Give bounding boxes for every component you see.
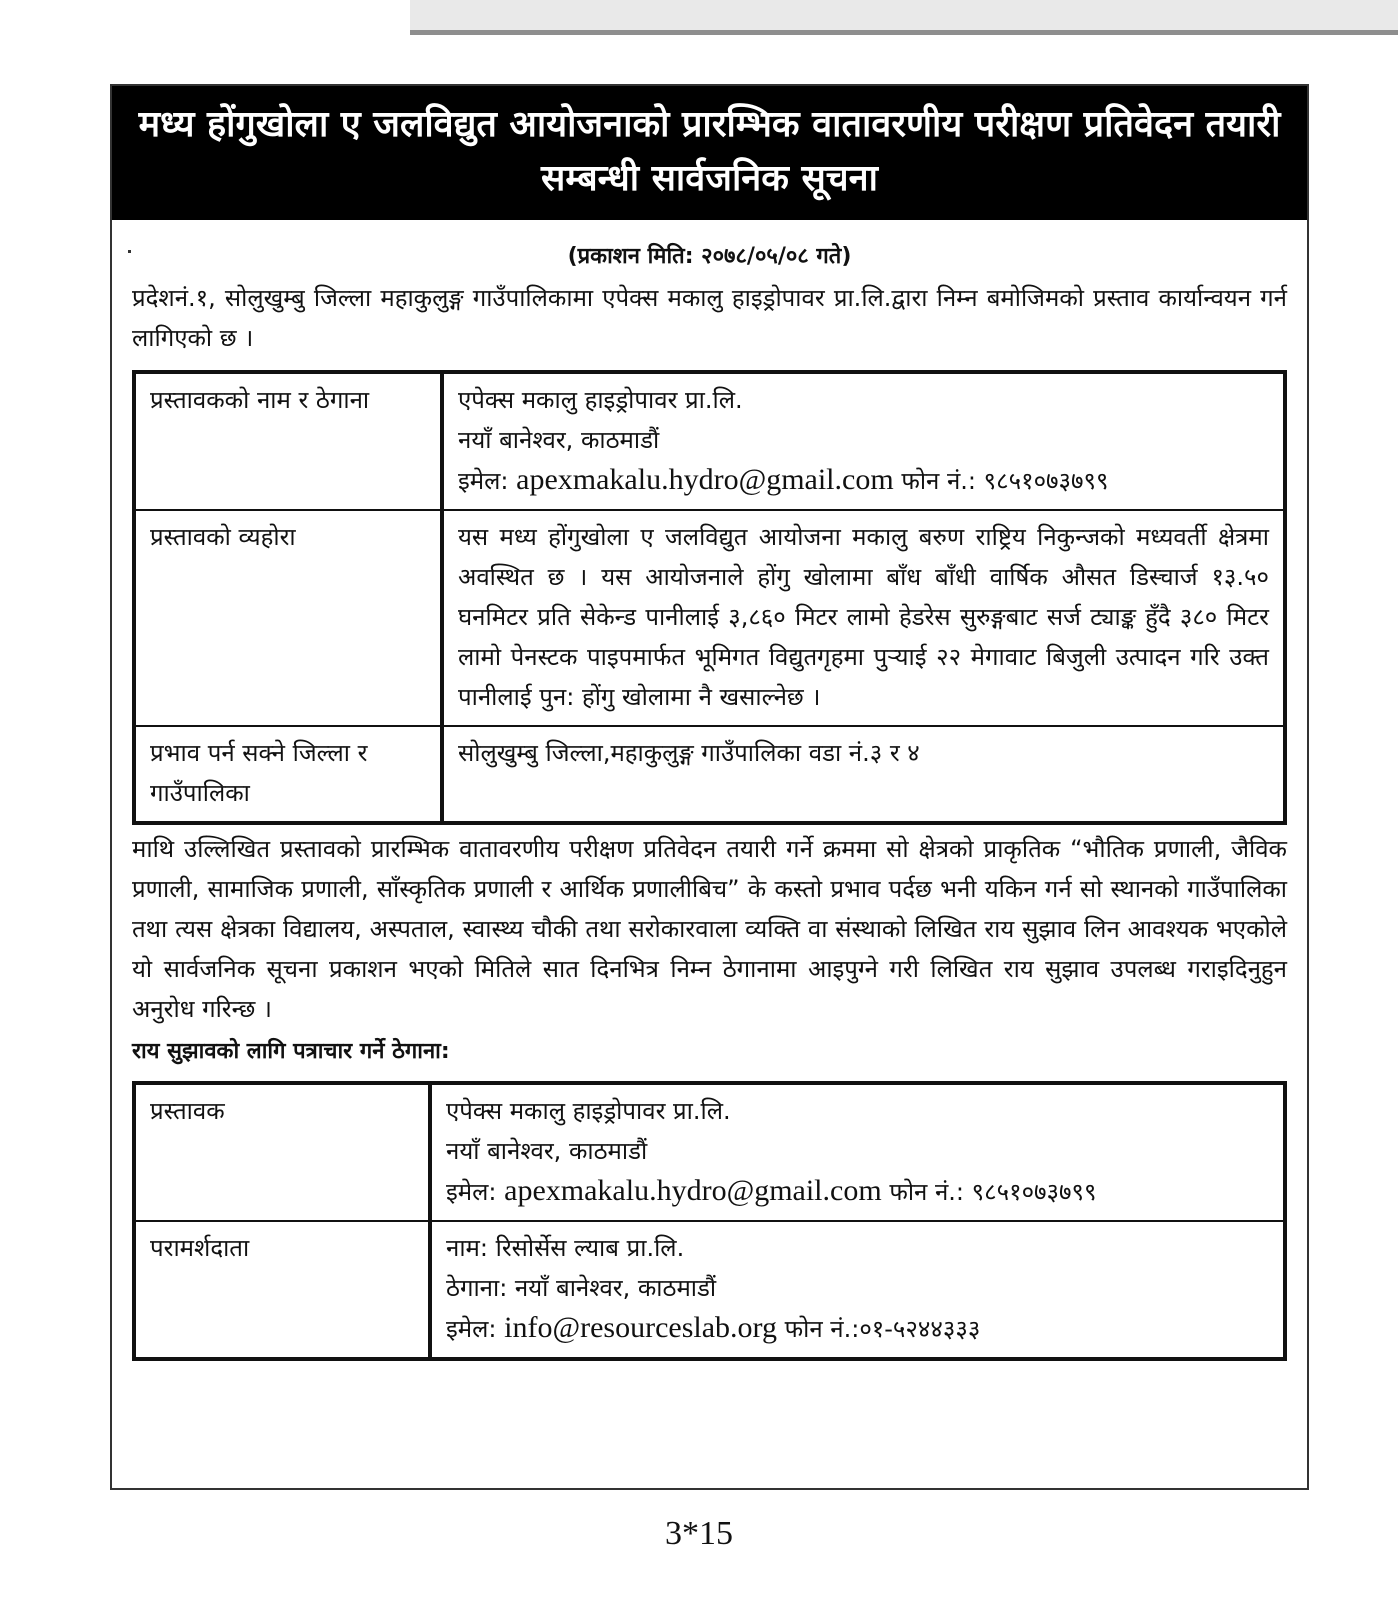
proponent-contact-label: प्रस्तावक <box>134 1083 430 1221</box>
proponent-contact-details <box>430 1083 1285 1221</box>
table-row <box>134 1083 1285 1221</box>
previous-page-strip <box>410 0 1398 35</box>
email-label: इमेल: <box>446 1178 497 1206</box>
proponent-phone: फोन नं.: ९८५१०७३७९९ <box>901 467 1109 495</box>
contact-heading: राय सुझावको लागि पत्राचार गर्ने ठेगाना: <box>132 1039 450 1064</box>
proposal-table <box>132 370 1287 825</box>
cropped-text-fragment <box>450 0 454 14</box>
page-number: 3*15 <box>665 1515 733 1552</box>
consultant-details <box>430 1221 1285 1359</box>
proponent-email: apexmakalu.hydro@gmail.com <box>516 463 894 496</box>
email-label: इमेल: <box>446 1315 497 1343</box>
proponent-address: नयाँ बानेश्वर, काठमाडौं <box>446 1137 648 1165</box>
consultant-address: ठेगाना: नयाँ बानेश्वर, काठमाडौं <box>446 1274 717 1302</box>
consultant-email: info@resourceslab.org <box>504 1311 777 1344</box>
proponent-email: apexmakalu.hydro@gmail.com <box>504 1174 882 1207</box>
body-paragraph: माथि उल्लिखित प्रस्तावको प्रारम्भिक वातावरणीय परीक्षण प्रतिवेदन तयारी गर्ने क्रममा सो क्षेत्रको प्राकृतिक “भौतिक प्रणाली, जैविक प्रणाली, सामाजिक प्रणाली, साँस्कृतिक प्रणाली र आर्थिक प्रणालीबिच” के कस्तो प्रभाव पर्दछ भनी यकिन गर्न सो स्थानको गाउँपालिका तथा त्यस क्षेत्रका विद्यालय, अस्पताल, स्वास्थ्य चौकी तथा सरोकारवाला व्यक्ति वा संस्थाको लिखित राय सुझाव लिन आवश्यक भएकोले यो सार्वजनिक सूचना प्रकाशन भएको मितिले सात दिनभित्र निम्न ठेगानामा आइपुग्ने गरी लिखित राय सुझाव उपलब्ध गराइदिनुहुन अनुरोध गरिन्छ । <box>132 835 1287 1023</box>
notice-content <box>112 278 1307 1361</box>
proponent-label: प्रस्तावकको नाम र ठेगाना <box>134 372 442 510</box>
consultant-contact <box>446 1308 1269 1349</box>
proposal-description-label: प्रस्तावको व्यहोरा <box>134 510 442 726</box>
contact-table <box>132 1081 1287 1361</box>
affected-area-label: प्रभाव पर्न सक्ने जिल्ला र गाउँपालिका <box>134 726 442 823</box>
affected-area: सोलुखुम्बु जिल्ला,महाकुलुङ्ग गाउँपालिका वडा नं.३ र ४ <box>442 726 1285 823</box>
notice-title: मध्य होंगुखोला ए जलविद्युत आयोजनाको प्रारम्भिक वातावरणीय परीक्षण प्रतिवेदन तयारी सम्बन्धी सार्वजनिक सूचना <box>112 86 1307 220</box>
proponent-phone: फोन नं.: ९८५१०७३७९९ <box>889 1178 1097 1206</box>
proponent-contact <box>446 1171 1269 1212</box>
consultant-label: परामर्शदाता <box>134 1221 430 1359</box>
publication-date: (प्रकाशन मिति: २०७८/०५/०८ गते) <box>567 244 852 269</box>
table-row <box>134 726 1285 823</box>
proponent-name: एपेक्स मकालु हाइड्रोपावर प्रा.लि. <box>458 386 743 414</box>
table-row <box>134 510 1285 726</box>
proponent-contact <box>458 460 1269 501</box>
table-row <box>134 1221 1285 1359</box>
public-notice <box>110 84 1309 1490</box>
table-row <box>134 372 1285 510</box>
proponent-name: एपेक्स मकालु हाइड्रोपावर प्रा.लि. <box>446 1097 731 1125</box>
email-label: इमेल: <box>458 467 509 495</box>
intro-paragraph: प्रदेशनं.१, सोलुखुम्बु जिल्ला महाकुलुङ्ग गाउँपालिकामा एपेक्स मकालु हाइड्रोपावर प्रा.लि.द्वारा निम्न बमोजिमको प्रस्ताव कार्यान्वयन गर्न लागिएको छ । <box>132 284 1287 352</box>
consultant-name: नाम: रिसोर्सेस ल्याब प्रा.लि. <box>446 1234 685 1262</box>
proponent-details <box>442 372 1285 510</box>
consultant-phone: फोन नं.:०१-५२४४३३३ <box>784 1315 981 1343</box>
proponent-address: नयाँ बानेश्वर, काठमाडौं <box>458 426 660 454</box>
proposal-description: यस मध्य होंगुखोला ए जलविद्युत आयोजना मकालु बरुण राष्ट्रिय निकुन्जको मध्यवर्ती क्षेत्रमा अवस्थित छ । यस आयोजनाले होंगु खोलामा बाँध बाँधी वार्षिक औसत डिस्चार्ज १३.५० घनमिटर प्रति सेकेन्ड पानीलाई ३,८६० मिटर लामो हेडरेस सुरुङ्गबाट सर्ज ट्याङ्क हुँदै ३८० मिटर लामो पेनस्टक पाइपमार्फत भूमिगत विद्युतगृहमा पुर्‍याई २२ मेगावाट बिजुली उत्पादन गरि उक्त पानीलाई पुन: होंगु खोलामा नै खसाल्नेछ । <box>442 510 1285 726</box>
